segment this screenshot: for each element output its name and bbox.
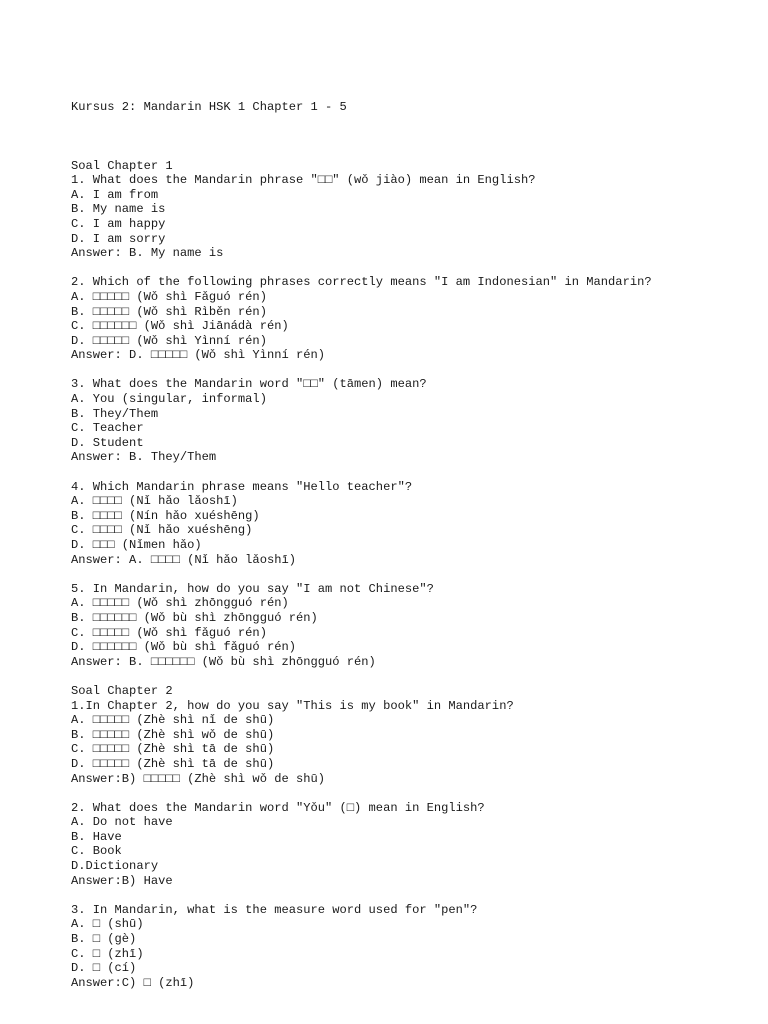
answer-key: Answer: B. My name is	[71, 246, 224, 261]
answer-option: B. Have	[71, 829, 122, 844]
answer-key: Answer: B. □□□□□□ (Wǒ bù shì zhōngguó rén)	[71, 654, 376, 669]
spacer	[71, 669, 751, 684]
question-block	[71, 480, 751, 582]
question-text: 3. What does the Mandarin word "□□" (tāmen) mean?	[71, 377, 427, 392]
question-block	[71, 377, 751, 479]
answer-option: D.Dictionary	[71, 859, 159, 874]
answer-option: D. □□□□□ (Zhè shì tā de shū)	[71, 756, 275, 771]
answer-option: C. Book	[71, 844, 122, 859]
question-text: 1.In Chapter 2, how do you say "This is my book" in Mandarin?	[71, 698, 514, 713]
answer-key: Answer: B. They/Them	[71, 450, 217, 465]
answer-option: C. Teacher	[71, 421, 144, 436]
answer-key: Answer:C) □ (zhī)	[71, 975, 195, 990]
question-text: 1. What does the Mandarin phrase "□□" (wǒ jiào) mean in English?	[71, 173, 536, 188]
document-body	[71, 71, 751, 1020]
answer-key: Answer: D. □□□□□ (Wǒ shì Yìnní rén)	[71, 348, 326, 363]
answer-option: B. My name is	[71, 202, 166, 217]
answer-option: A. □□□□ (Nǐ hǎo lǎoshī)	[71, 494, 238, 509]
question-text: 5. In Mandarin, how do you say "I am not Chinese"?	[71, 581, 434, 596]
document-title: Kursus 2: Mandarin HSK 1 Chapter 1 - 5	[71, 100, 347, 115]
answer-option: D. □□□□□□ (Wǒ bù shì fǎguó rén)	[71, 640, 296, 655]
section-chapter-2	[71, 684, 751, 1005]
spacer	[71, 990, 751, 1005]
answer-option: A. □□□□□ (Wǒ shì Fǎguó rén)	[71, 289, 267, 304]
question-text: 3. In Mandarin, what is the measure word used for "pen"?	[71, 902, 478, 917]
spacer	[71, 261, 751, 276]
question-block	[71, 903, 751, 1005]
answer-option: D. □ (cí)	[71, 961, 137, 976]
answer-option: B. □□□□□ (Zhè shì wǒ de shū)	[71, 727, 275, 742]
question-block	[71, 173, 751, 275]
answer-option: C. I am happy	[71, 216, 166, 231]
answer-option: C. □□□□□□ (Wǒ shì Jiānádà rén)	[71, 319, 289, 334]
answer-option: A. □ (shū)	[71, 917, 144, 932]
answer-option: D. □□□□□ (Wǒ shì Yìnní rén)	[71, 333, 267, 348]
spacer	[71, 888, 751, 903]
answer-option: A. □□□□□ (Wǒ shì zhōngguó rén)	[71, 596, 289, 611]
section-chapter-1	[71, 159, 751, 684]
answer-key: Answer:B) Have	[71, 873, 173, 888]
answer-option: B. They/Them	[71, 406, 159, 421]
answer-option: D. Student	[71, 435, 144, 450]
question-text: 4. Which Mandarin phrase means "Hello teacher"?	[71, 479, 413, 494]
answer-option: B. □□□□□□ (Wǒ bù shì zhōngguó rén)	[71, 610, 318, 625]
question-block	[71, 801, 751, 903]
answer-option: D. I am sorry	[71, 231, 166, 246]
answer-option: B. □□□□ (Nín hǎo xuéshēng)	[71, 508, 260, 523]
spacer	[71, 363, 751, 378]
spacer	[71, 465, 751, 480]
question-block	[71, 582, 751, 684]
section-heading: Soal Chapter 2	[71, 683, 173, 698]
question-text: 2. Which of the following phrases correctly means "I am Indonesian" in Mandarin?	[71, 275, 652, 290]
answer-option: A. You (singular, informal)	[71, 392, 267, 407]
answer-option: C. □□□□□ (Zhè shì tā de shū)	[71, 742, 275, 757]
answer-key: Answer:B) □□□□□ (Zhè shì wǒ de shū)	[71, 771, 326, 786]
answer-key: Answer: A. □□□□ (Nǐ hǎo lǎoshī)	[71, 552, 296, 567]
question-text: 2. What does the Mandarin word "Yǒu" (□) mean in English?	[71, 800, 485, 815]
answer-option: C. □ (zhī)	[71, 946, 144, 961]
question-block	[71, 699, 751, 801]
spacer	[71, 786, 751, 801]
question-block	[71, 275, 751, 377]
answer-option: C. □□□□□ (Wǒ shì fǎguó rén)	[71, 625, 267, 640]
answer-option: A. I am from	[71, 187, 159, 202]
section-heading: Soal Chapter 1	[71, 158, 173, 173]
answer-option: C. □□□□ (Nǐ hǎo xuéshēng)	[71, 523, 253, 538]
answer-option: A. Do not have	[71, 815, 173, 830]
sections-container	[71, 159, 751, 1005]
answer-option: B. □ (gè)	[71, 932, 137, 947]
answer-option: A. □□□□□ (Zhè shì nǐ de shū)	[71, 713, 275, 728]
answer-option: D. □□□ (Nǐmen hǎo)	[71, 538, 202, 552]
spacer	[71, 567, 751, 582]
answer-option: B. □□□□□ (Wǒ shì Rìběn rén)	[71, 304, 267, 319]
